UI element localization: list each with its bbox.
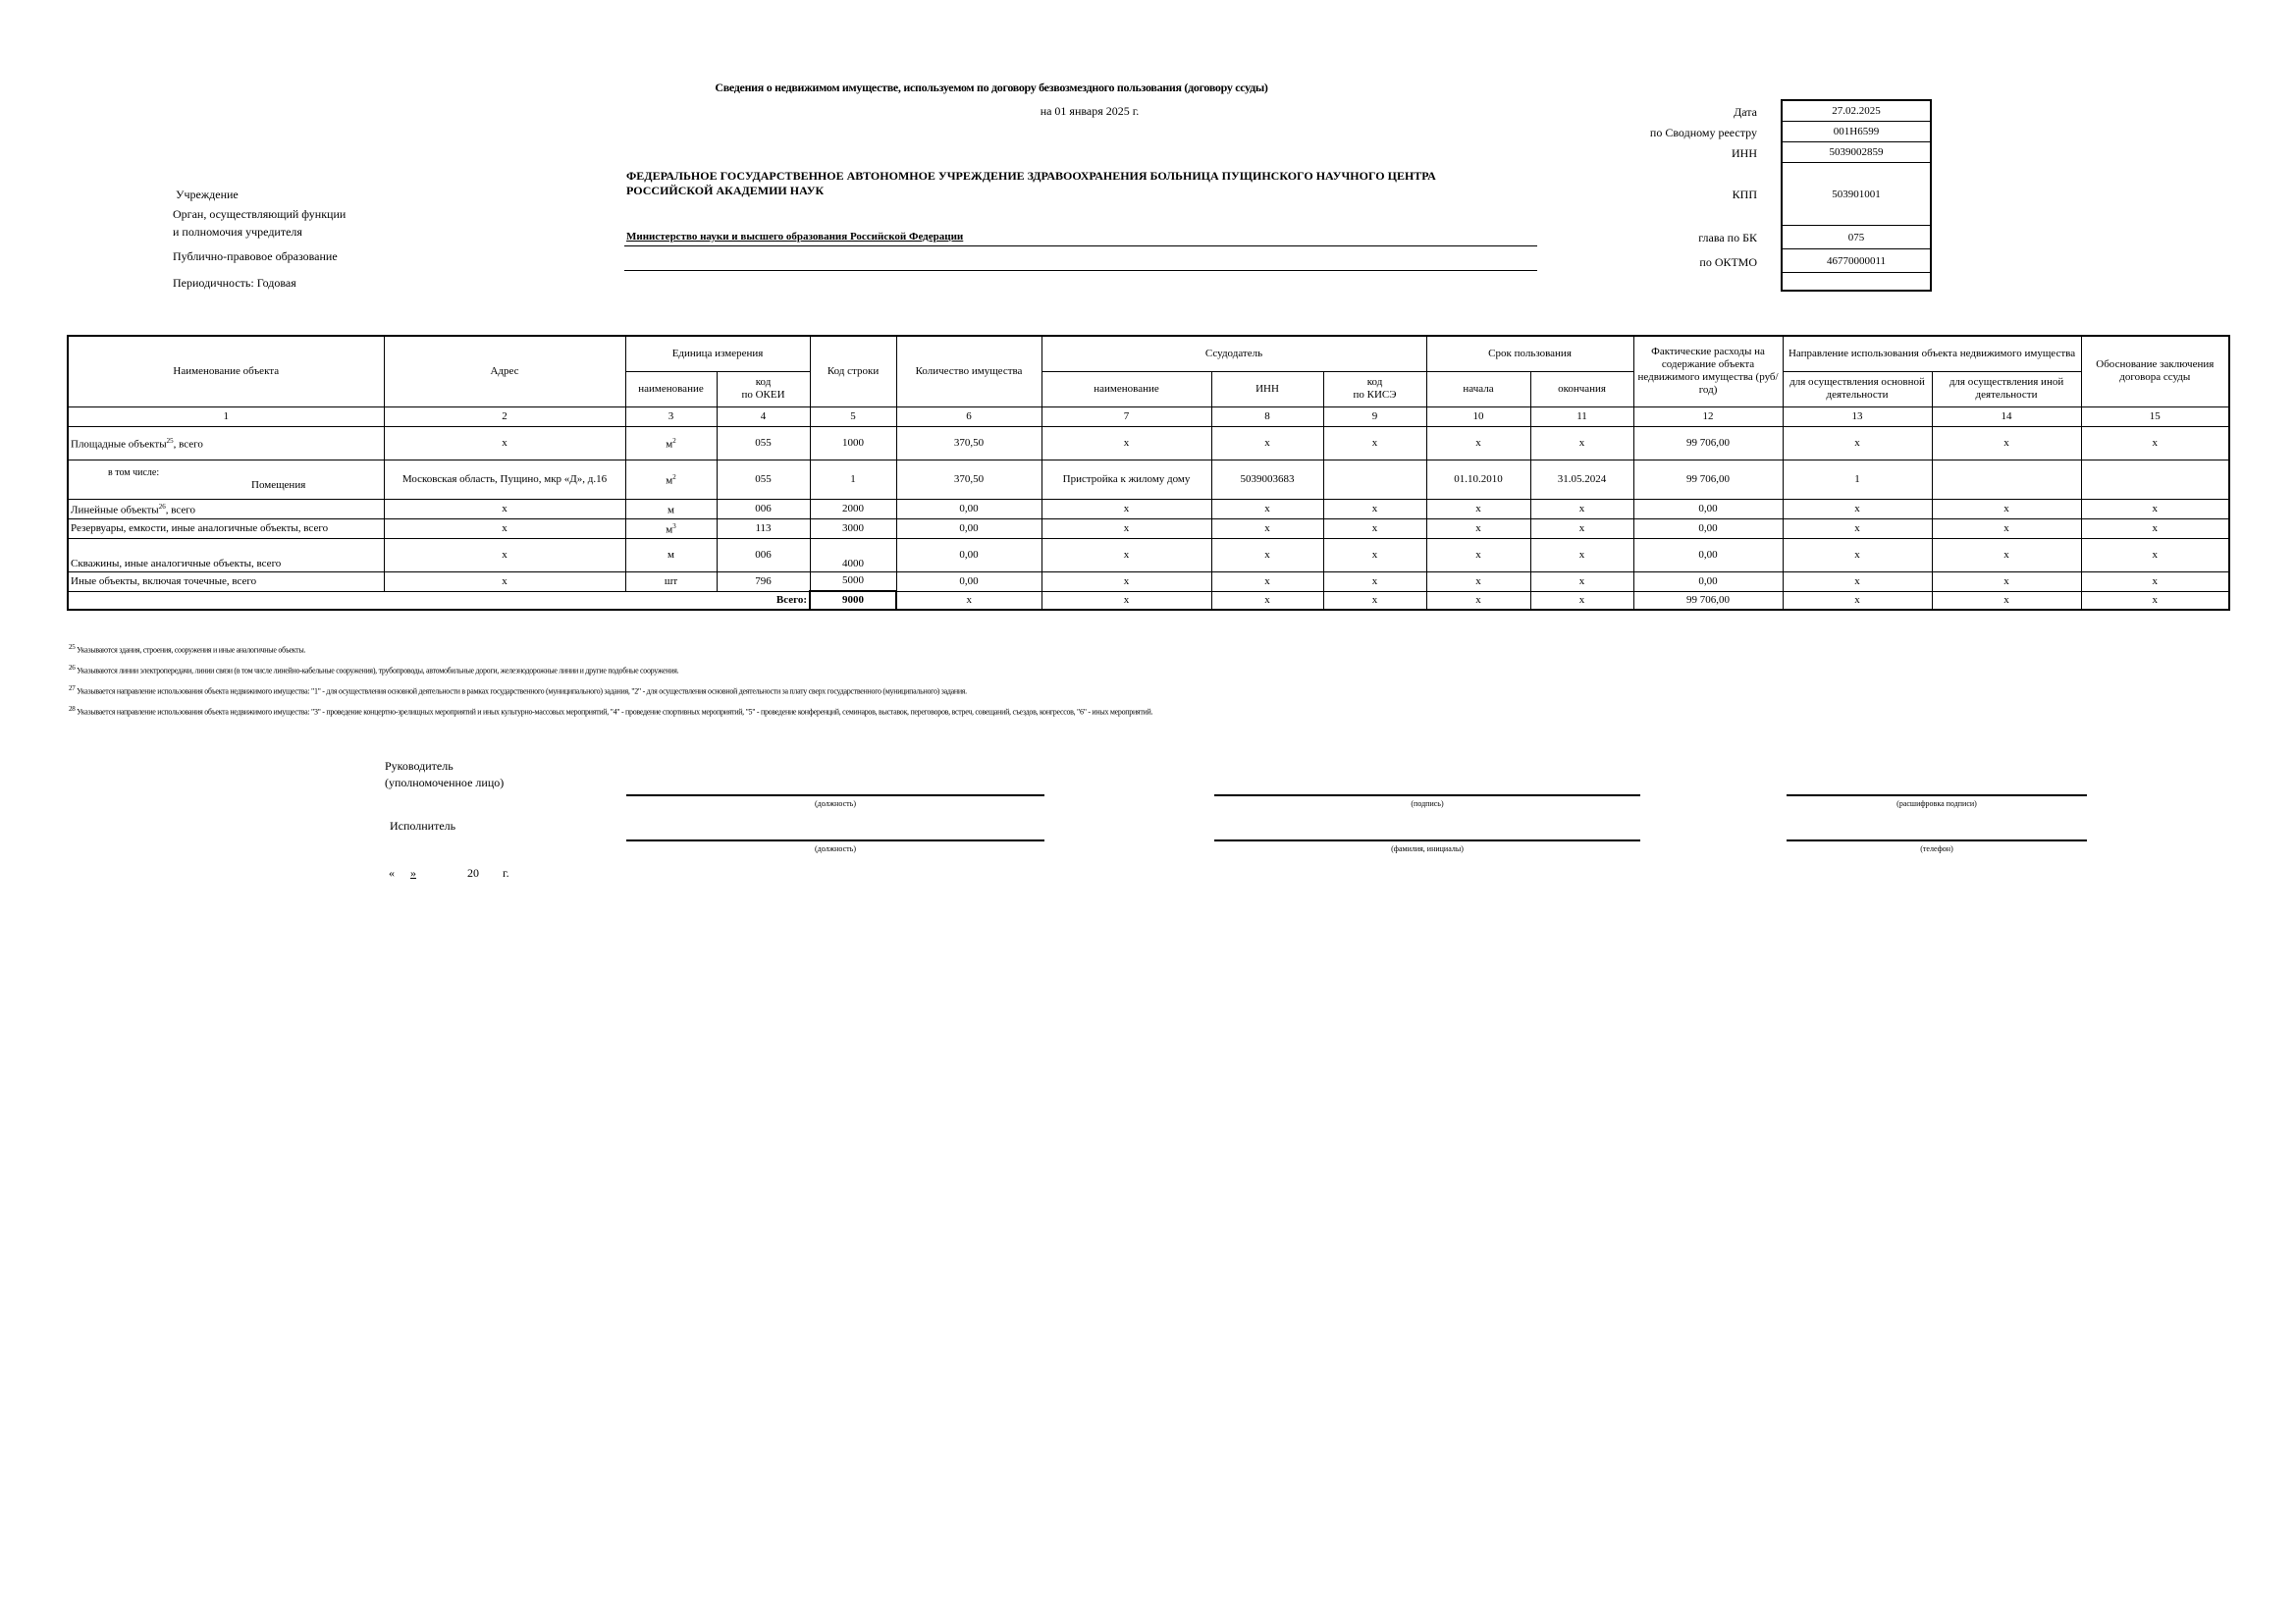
th-lender-kise bbox=[1323, 371, 1426, 406]
row-term-start: x bbox=[1426, 571, 1530, 591]
label-head-authorized: (уполномоченное лицо) bbox=[385, 776, 505, 789]
row-address: x bbox=[384, 426, 625, 460]
th-lender-kise-l2: по КИСЭ bbox=[1353, 389, 1397, 401]
row-lender-kise: x bbox=[1323, 499, 1426, 518]
th-dir-other: для осуществления иной деятельности bbox=[1932, 371, 2081, 406]
th-unit: Единица измерения bbox=[625, 336, 810, 371]
row-lender-name: x bbox=[1041, 538, 1211, 571]
col-num: 12 bbox=[1633, 406, 1783, 426]
th-basis: Обоснование заключения договора ссуды bbox=[2081, 336, 2229, 406]
footnote-text: Указываются здания, строения, сооружения и иные аналогичные объекты. bbox=[77, 645, 306, 655]
col-num: 13 bbox=[1783, 406, 1932, 426]
label-periodicity: Периодичность: Годовая bbox=[173, 276, 296, 290]
col-num: 9 bbox=[1323, 406, 1426, 426]
th-term-start: начала bbox=[1426, 371, 1530, 406]
row-unit-text: м bbox=[667, 548, 674, 561]
row-unit-sup: 2 bbox=[672, 436, 676, 445]
row-name-suffix: , всего bbox=[165, 504, 195, 516]
table-row bbox=[68, 499, 2229, 518]
row-unit-text: шт bbox=[664, 574, 678, 587]
row-name-suffix: , всего bbox=[173, 438, 203, 451]
head-position-line bbox=[626, 794, 1044, 796]
th-lender-name: наименование bbox=[1041, 371, 1211, 406]
th-line-code: Код строки bbox=[810, 336, 896, 406]
footnote bbox=[69, 643, 305, 655]
row-term-end: x bbox=[1530, 538, 1633, 571]
footnote-num: 27 bbox=[69, 684, 76, 692]
row-dir-main: x bbox=[1783, 499, 1932, 518]
th-lender-kise-l1: код bbox=[1366, 376, 1383, 388]
row-expenses: 0,00 bbox=[1633, 518, 1783, 538]
row-lender-kise: x bbox=[1323, 571, 1426, 591]
code-value-registry: 001Н6599 bbox=[1783, 122, 1930, 142]
row-dir-other bbox=[1932, 460, 2081, 499]
col-num: 1 bbox=[68, 406, 384, 426]
footnote-text: Указываются линии электропередачи, линии связи (в том числе линейно-кабельные сооружения), трубопроводы, автомобильные дороги, железнодорожные линии и другие подобные сооружения. bbox=[77, 666, 679, 676]
col-num: 2 bbox=[384, 406, 625, 426]
row-dir-other: x bbox=[1932, 571, 2081, 591]
row-unit bbox=[625, 571, 717, 591]
table-row bbox=[68, 426, 2229, 460]
row-lender-kise: x bbox=[1323, 426, 1426, 460]
col-num: 5 bbox=[810, 406, 896, 426]
row-name-sup: 25 bbox=[166, 436, 174, 445]
label-head: Руководитель bbox=[385, 759, 454, 773]
col-num: 4 bbox=[717, 406, 810, 426]
property-table bbox=[67, 335, 2230, 611]
total-basis: x bbox=[2081, 591, 2229, 610]
row-dir-main: 1 bbox=[1783, 460, 1932, 499]
caption-fio: (фамилия, инициалы) bbox=[1391, 844, 1464, 853]
table-row bbox=[68, 538, 2229, 571]
th-name: Наименование объекта bbox=[68, 336, 384, 406]
total-dir-main: x bbox=[1783, 591, 1932, 610]
code-value-oktmo: 46770000011 bbox=[1783, 249, 1930, 273]
row-dir-other: x bbox=[1932, 518, 2081, 538]
th-unit-name: наименование bbox=[625, 371, 717, 406]
row-name-text: Площадные объекты bbox=[71, 438, 167, 451]
row-basis: x bbox=[2081, 518, 2229, 538]
row-qty: 0,00 bbox=[896, 518, 1041, 538]
total-expenses: 99 706,00 bbox=[1633, 591, 1783, 610]
row-name bbox=[68, 426, 384, 460]
row-lender-kise bbox=[1323, 460, 1426, 499]
founder-underline bbox=[624, 245, 1537, 246]
footnote bbox=[69, 684, 967, 696]
table-header-row-1 bbox=[68, 336, 2229, 371]
row-unit bbox=[625, 460, 717, 499]
th-unit-code-l2: по ОКЕИ bbox=[741, 389, 785, 401]
row-okei: 006 bbox=[717, 499, 810, 518]
footnote-text: Указывается направление использования объекта недвижимого имущества: "1" - для осуществления основной деятельности в рамках государственного (муниципального) задания, "2" - для осуществления основной деятельности за плату сверх государственного (муниципального) задания. bbox=[77, 686, 967, 696]
row-term-start: x bbox=[1426, 499, 1530, 518]
row-name-text: Помещения bbox=[251, 479, 306, 491]
row-lender-inn: x bbox=[1211, 571, 1323, 591]
code-label-kpp: КПП bbox=[1732, 188, 1757, 201]
row-lender-inn: x bbox=[1211, 538, 1323, 571]
row-address: x bbox=[384, 499, 625, 518]
row-address: x bbox=[384, 518, 625, 538]
row-code: 5000 bbox=[810, 571, 896, 591]
caption-position: (должность) bbox=[815, 799, 856, 808]
row-lender-inn: x bbox=[1211, 518, 1323, 538]
row-dir-other: x bbox=[1932, 538, 2081, 571]
col-num: 3 bbox=[625, 406, 717, 426]
row-expenses: 99 706,00 bbox=[1633, 426, 1783, 460]
row-okei: 006 bbox=[717, 538, 810, 571]
total-qty: x bbox=[896, 591, 1041, 610]
row-dir-main: x bbox=[1783, 571, 1932, 591]
th-unit-code bbox=[717, 371, 810, 406]
row-address: x bbox=[384, 538, 625, 571]
row-unit-text: м bbox=[666, 523, 673, 536]
report-date-line: на 01 января 2025 г. bbox=[1040, 104, 1140, 118]
row-basis: x bbox=[2081, 571, 2229, 591]
th-term: Срок пользования bbox=[1426, 336, 1633, 371]
row-lender-inn: x bbox=[1211, 499, 1323, 518]
date-year-suffix: г. bbox=[503, 866, 509, 880]
col-num: 10 bbox=[1426, 406, 1530, 426]
row-expenses: 0,00 bbox=[1633, 538, 1783, 571]
head-signature-line bbox=[1214, 794, 1640, 796]
row-basis: x bbox=[2081, 538, 2229, 571]
row-unit-text: м bbox=[667, 504, 674, 516]
date-year-prefix: 20 bbox=[467, 866, 479, 880]
code-label-date: Дата bbox=[1734, 105, 1757, 119]
total-code: 9000 bbox=[810, 591, 896, 610]
th-lender-inn: ИНН bbox=[1211, 371, 1323, 406]
footnote-num: 28 bbox=[69, 705, 76, 713]
row-name bbox=[68, 538, 384, 571]
head-decode-line bbox=[1787, 794, 2087, 796]
th-unit-code-l1: код bbox=[755, 376, 772, 388]
row-lender-name: x bbox=[1041, 426, 1211, 460]
founder-name: Министерство науки и высшего образования Российской Федерации bbox=[626, 231, 964, 243]
row-expenses: 0,00 bbox=[1633, 499, 1783, 518]
row-qty: 0,00 bbox=[896, 538, 1041, 571]
row-dir-main: x bbox=[1783, 518, 1932, 538]
row-qty: 0,00 bbox=[896, 499, 1041, 518]
row-lender-name: x bbox=[1041, 571, 1211, 591]
row-basis: x bbox=[2081, 499, 2229, 518]
caption-position-executor: (должность) bbox=[815, 844, 856, 853]
total-row bbox=[68, 591, 2229, 610]
row-qty: 370,50 bbox=[896, 460, 1041, 499]
total-term-end: x bbox=[1530, 591, 1633, 610]
row-name-text: Резервуары, емкости, иные аналогичные объекты, всего bbox=[71, 521, 329, 534]
th-term-end: окончания bbox=[1530, 371, 1633, 406]
footnote bbox=[69, 664, 678, 676]
total-lender-kise: x bbox=[1323, 591, 1426, 610]
report-title: Сведения о недвижимом имуществе, используемом по договору безвозмездного пользования (договору ссуды) bbox=[715, 81, 1268, 94]
row-lender-inn: 5039003683 bbox=[1211, 460, 1323, 499]
row-name-incl: в том числе: bbox=[108, 467, 160, 478]
row-term-start: x bbox=[1426, 426, 1530, 460]
row-code: 2000 bbox=[810, 499, 896, 518]
caption-decode: (расшифровка подписи) bbox=[1896, 799, 1977, 808]
footnote-num: 25 bbox=[69, 643, 76, 651]
label-founder-line1: Орган, осуществляющий функции bbox=[173, 207, 347, 221]
row-lender-inn: x bbox=[1211, 426, 1323, 460]
code-label-oktmo: по ОКТМО bbox=[1699, 255, 1757, 269]
total-label: Всего: bbox=[68, 591, 810, 610]
code-label-registry: по Сводному реестру bbox=[1649, 126, 1757, 139]
row-code: 4000 bbox=[810, 538, 896, 571]
total-term-start: x bbox=[1426, 591, 1530, 610]
caption-signature: (подпись) bbox=[1411, 799, 1444, 808]
row-name bbox=[68, 518, 384, 538]
code-value-bk: 075 bbox=[1783, 226, 1930, 249]
row-qty: 370,50 bbox=[896, 426, 1041, 460]
footnote-text: Указывается направление использования объекта недвижимого имущества: "3" - проведение концертно-зрелищных мероприятий и иных культурно-массовых мероприятий, "4" - проведение спортивных мероприятий, "5" - проведение конференций, семинаров, выставок, переговоров, встреч, совещаний, съездов, конгрессов, "6" - иных мероприятий. bbox=[77, 707, 1153, 717]
row-okei: 055 bbox=[717, 426, 810, 460]
row-name bbox=[68, 499, 384, 518]
row-expenses: 0,00 bbox=[1633, 571, 1783, 591]
footnote bbox=[69, 705, 1152, 717]
row-address: x bbox=[384, 571, 625, 591]
row-unit bbox=[625, 426, 717, 460]
row-basis: x bbox=[2081, 426, 2229, 460]
total-lender-inn: x bbox=[1211, 591, 1323, 610]
row-term-start: 01.10.2010 bbox=[1426, 460, 1530, 499]
date-open-quote: « bbox=[389, 866, 395, 880]
row-unit-sup: 2 bbox=[672, 472, 676, 481]
total-dir-other: x bbox=[1932, 591, 2081, 610]
public-entity-underline bbox=[624, 270, 1537, 271]
row-term-end: x bbox=[1530, 518, 1633, 538]
row-address: Московская область, Пущино, мкр «Д», д.16 bbox=[384, 460, 625, 499]
label-public-entity: Публично-правовое образование bbox=[173, 249, 338, 263]
row-code: 1 bbox=[810, 460, 896, 499]
row-dir-main: x bbox=[1783, 538, 1932, 571]
row-lender-name: Пристройка к жилому дому bbox=[1041, 460, 1211, 499]
row-okei: 796 bbox=[717, 571, 810, 591]
row-code: 1000 bbox=[810, 426, 896, 460]
row-lender-name: x bbox=[1041, 518, 1211, 538]
row-name bbox=[68, 460, 384, 499]
caption-phone: (телефон) bbox=[1920, 844, 1953, 853]
row-qty: 0,00 bbox=[896, 571, 1041, 591]
col-num: 15 bbox=[2081, 406, 2229, 426]
label-executor: Исполнитель bbox=[390, 819, 456, 833]
date-close-quote: » bbox=[410, 866, 416, 880]
total-lender-name: x bbox=[1041, 591, 1211, 610]
code-label-inn: ИНН bbox=[1732, 146, 1757, 160]
code-value-date: 27.02.2025 bbox=[1783, 101, 1930, 122]
row-lender-name: x bbox=[1041, 499, 1211, 518]
row-term-end: x bbox=[1530, 426, 1633, 460]
row-name-text: Скважины, иные аналогичные объекты, всего bbox=[71, 557, 282, 569]
th-quantity: Количество имущества bbox=[896, 336, 1041, 406]
codes-box bbox=[1781, 99, 1932, 292]
th-direction: Направление использования объекта недвижимого имущества bbox=[1783, 336, 2081, 371]
row-term-end: 31.05.2024 bbox=[1530, 460, 1633, 499]
row-code: 3000 bbox=[810, 518, 896, 538]
th-dir-main: для осуществления основной деятельности bbox=[1783, 371, 1932, 406]
row-lender-kise: x bbox=[1323, 518, 1426, 538]
code-value-kpp: 503901001 bbox=[1783, 163, 1930, 226]
row-term-end: x bbox=[1530, 499, 1633, 518]
row-name-text: Линейные объекты bbox=[71, 504, 159, 516]
row-dir-other: x bbox=[1932, 426, 2081, 460]
row-unit-text: м bbox=[666, 438, 673, 451]
row-basis bbox=[2081, 460, 2229, 499]
col-num: 8 bbox=[1211, 406, 1323, 426]
row-dir-other: x bbox=[1932, 499, 2081, 518]
row-expenses: 99 706,00 bbox=[1633, 460, 1783, 499]
row-name-sup: 26 bbox=[158, 502, 166, 511]
executor-position-line bbox=[626, 839, 1044, 841]
row-unit bbox=[625, 499, 717, 518]
col-num: 11 bbox=[1530, 406, 1633, 426]
row-unit bbox=[625, 518, 717, 538]
row-term-end: x bbox=[1530, 571, 1633, 591]
row-dir-main: x bbox=[1783, 426, 1932, 460]
col-num: 6 bbox=[896, 406, 1041, 426]
table-row bbox=[68, 518, 2229, 538]
code-label-bk: глава по БК bbox=[1698, 231, 1757, 244]
table-row bbox=[68, 460, 2229, 499]
row-okei: 055 bbox=[717, 460, 810, 499]
column-numbers-row bbox=[68, 406, 2229, 426]
th-lender: Ссудодатель bbox=[1041, 336, 1426, 371]
row-okei: 113 bbox=[717, 518, 810, 538]
row-term-start: x bbox=[1426, 518, 1530, 538]
executor-phone-line bbox=[1787, 839, 2087, 841]
row-name bbox=[68, 571, 384, 591]
table-row bbox=[68, 571, 2229, 591]
row-term-start: x bbox=[1426, 538, 1530, 571]
label-institution: Учреждение bbox=[176, 188, 239, 201]
institution-name: ФЕДЕРАЛЬНОЕ ГОСУДАРСТВЕННОЕ АВТОНОМНОЕ УЧРЕЖДЕНИЕ ЗДРАВООХРАНЕНИЯ БОЛЬНИЦА ПУЩИНСКОГО НАУЧНОГО ЦЕНТРА РОССИЙСКОЙ АКАДЕМИИ НАУК bbox=[626, 169, 1436, 197]
footnote-num: 26 bbox=[69, 664, 76, 672]
row-lender-kise: x bbox=[1323, 538, 1426, 571]
col-num: 14 bbox=[1932, 406, 2081, 426]
label-founder-line2: и полномочия учредителя bbox=[173, 225, 302, 239]
row-unit-text: м bbox=[666, 474, 673, 487]
code-value-inn: 5039002859 bbox=[1783, 142, 1930, 163]
row-name-text: Иные объекты, включая точечные, всего bbox=[71, 574, 257, 587]
executor-fio-line bbox=[1214, 839, 1640, 841]
th-address: Адрес bbox=[384, 336, 625, 406]
row-unit-sup: 3 bbox=[672, 521, 676, 530]
col-num: 7 bbox=[1041, 406, 1211, 426]
th-expenses: Фактические расходы на содержание объекта недвижимого имущества (руб/год) bbox=[1633, 336, 1783, 406]
row-unit bbox=[625, 538, 717, 571]
